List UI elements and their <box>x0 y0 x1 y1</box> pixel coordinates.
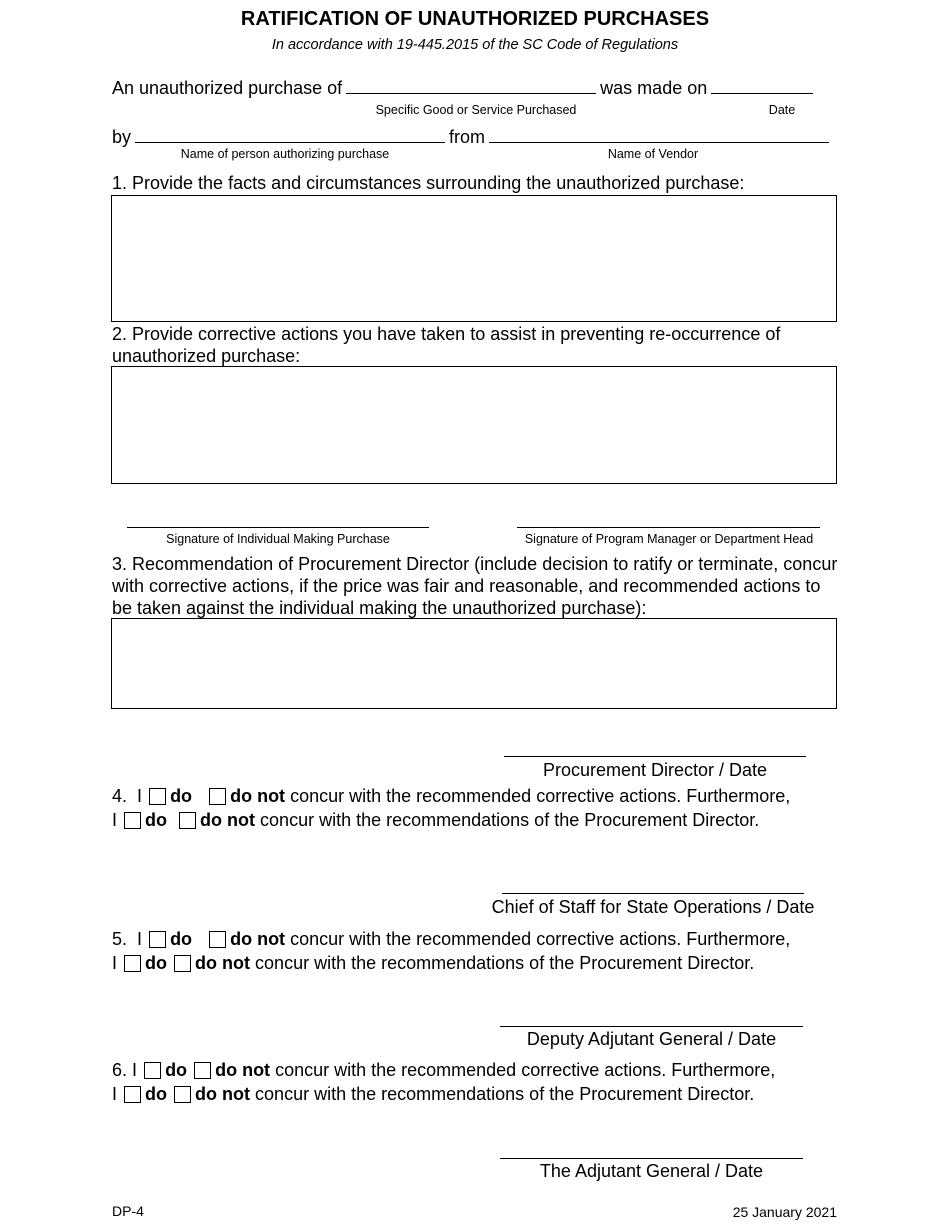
vendor-caption: Name of Vendor <box>607 147 699 161</box>
i-label: I <box>137 929 143 949</box>
item-4-recommend-do-checkbox[interactable] <box>124 812 141 829</box>
do-label: do <box>165 1060 188 1080</box>
adjutant-general-signature-line[interactable] <box>500 1158 803 1159</box>
manager-signature-line[interactable] <box>517 527 820 528</box>
individual-signature-caption: Signature of Individual Making Purchase <box>166 532 390 546</box>
item-5-line-2 <box>112 951 754 975</box>
item-4-recommend-do-not-checkbox[interactable] <box>179 812 196 829</box>
chief-of-staff-label: Chief of Staff for State Operations / Date <box>491 897 815 917</box>
do-label: do <box>170 786 193 806</box>
item-5-concur-do-checkbox[interactable] <box>149 931 166 948</box>
deputy-adjutant-signature-line[interactable] <box>500 1026 803 1027</box>
item-4-number: 4. <box>112 786 128 806</box>
purchase-prefix: An unauthorized purchase of <box>112 78 343 98</box>
item-5-concur-do-not-checkbox[interactable] <box>209 931 226 948</box>
date-caption: Date <box>768 103 796 117</box>
do-not-label: do not <box>200 810 256 830</box>
i-label: I <box>112 1084 118 1104</box>
corrective-actions-textbox[interactable] <box>111 366 837 484</box>
good-service-field[interactable] <box>346 77 596 94</box>
item-6-recommend-do-not-checkbox[interactable] <box>174 1086 191 1103</box>
item-4-concur-do-not-checkbox[interactable] <box>209 788 226 805</box>
from-label: from <box>449 127 486 147</box>
do-not-label: do not <box>215 1060 271 1080</box>
do-label: do <box>145 1084 168 1104</box>
form-title: RATIFICATION OF UNAUTHORIZED PURCHASES <box>240 8 710 30</box>
i-label: I <box>132 1060 138 1080</box>
purchase-date-field[interactable] <box>711 77 813 94</box>
chief-of-staff-signature-line[interactable] <box>502 893 804 894</box>
item-5-recommend-do-not-checkbox[interactable] <box>174 955 191 972</box>
i-label: I <box>112 953 118 973</box>
do-not-label: do not <box>230 786 286 806</box>
individual-signature-line[interactable] <box>127 527 429 528</box>
question-2: 2. Provide corrective actions you have taken to assist in preventing re-occurrence of unauthorized purchase: <box>112 324 781 366</box>
item-5-line-1 <box>112 927 790 951</box>
recommendation-textbox[interactable] <box>111 618 837 709</box>
item-4-line-2 <box>112 808 759 832</box>
item-4-concur-do-checkbox[interactable] <box>149 788 166 805</box>
i-label: I <box>137 786 143 806</box>
item-6-line-2 <box>112 1082 754 1106</box>
item-6-number: 6. <box>112 1060 128 1080</box>
item-4-line-1 <box>112 784 790 808</box>
item-5-number: 5. <box>112 929 128 949</box>
do-label: do <box>145 953 168 973</box>
was-made-on-label: was made on <box>600 78 708 98</box>
do-label: do <box>170 929 193 949</box>
concur-recommendations-text: concur with the recommendations of the Procurement Director. <box>255 953 755 973</box>
item-6-concur-do-not-checkbox[interactable] <box>194 1062 211 1079</box>
vendor-name-field[interactable] <box>489 126 829 143</box>
revision-date: 25 January 2021 <box>732 1204 837 1220</box>
form-id: DP-4 <box>112 1203 144 1219</box>
concur-corrective-text: concur with the recommended corrective actions. Furthermore, <box>290 929 791 949</box>
i-label: I <box>112 810 118 830</box>
form-subtitle: In accordance with 19-445.2015 of the SC Code of Regulations <box>271 37 679 53</box>
purchase-line <box>112 77 817 99</box>
question-3: 3. Recommendation of Procurement Director (include decision to ratify or terminate, concur with corrective actions, if the price was fair and reasonable, and recommended actions to be taken against the individual making the unauthorized purchase): <box>112 554 838 618</box>
item-6-recommend-do-checkbox[interactable] <box>124 1086 141 1103</box>
by-label: by <box>112 127 132 147</box>
procurement-director-label: Procurement Director / Date <box>542 760 768 780</box>
concur-corrective-text: concur with the recommended corrective actions. Furthermore, <box>290 786 791 806</box>
item-6-concur-do-checkbox[interactable] <box>144 1062 161 1079</box>
deputy-adjutant-label: Deputy Adjutant General / Date <box>526 1029 777 1049</box>
item-5-recommend-do-checkbox[interactable] <box>124 955 141 972</box>
authorizer-caption: Name of person authorizing purchase <box>180 147 390 161</box>
authorizer-name-field[interactable] <box>135 126 445 143</box>
do-not-label: do not <box>195 1084 251 1104</box>
item-6-line-1 <box>112 1058 775 1082</box>
manager-signature-caption: Signature of Program Manager or Department Head <box>524 532 814 546</box>
do-not-label: do not <box>195 953 251 973</box>
question-1: 1. Provide the facts and circumstances surrounding the unauthorized purchase: <box>112 173 745 193</box>
authorizer-vendor-line <box>112 126 833 148</box>
concur-corrective-text: concur with the recommended corrective actions. Furthermore, <box>275 1060 776 1080</box>
do-not-label: do not <box>230 929 286 949</box>
do-label: do <box>145 810 168 830</box>
adjutant-general-label: The Adjutant General / Date <box>539 1161 764 1181</box>
procurement-director-signature-line[interactable] <box>504 756 806 757</box>
concur-recommendations-text: concur with the recommendations of the Procurement Director. <box>255 1084 755 1104</box>
good-service-caption: Specific Good or Service Purchased <box>375 103 577 117</box>
concur-recommendations-text: concur with the recommendations of the Procurement Director. <box>260 810 760 830</box>
facts-textbox[interactable] <box>111 195 837 322</box>
